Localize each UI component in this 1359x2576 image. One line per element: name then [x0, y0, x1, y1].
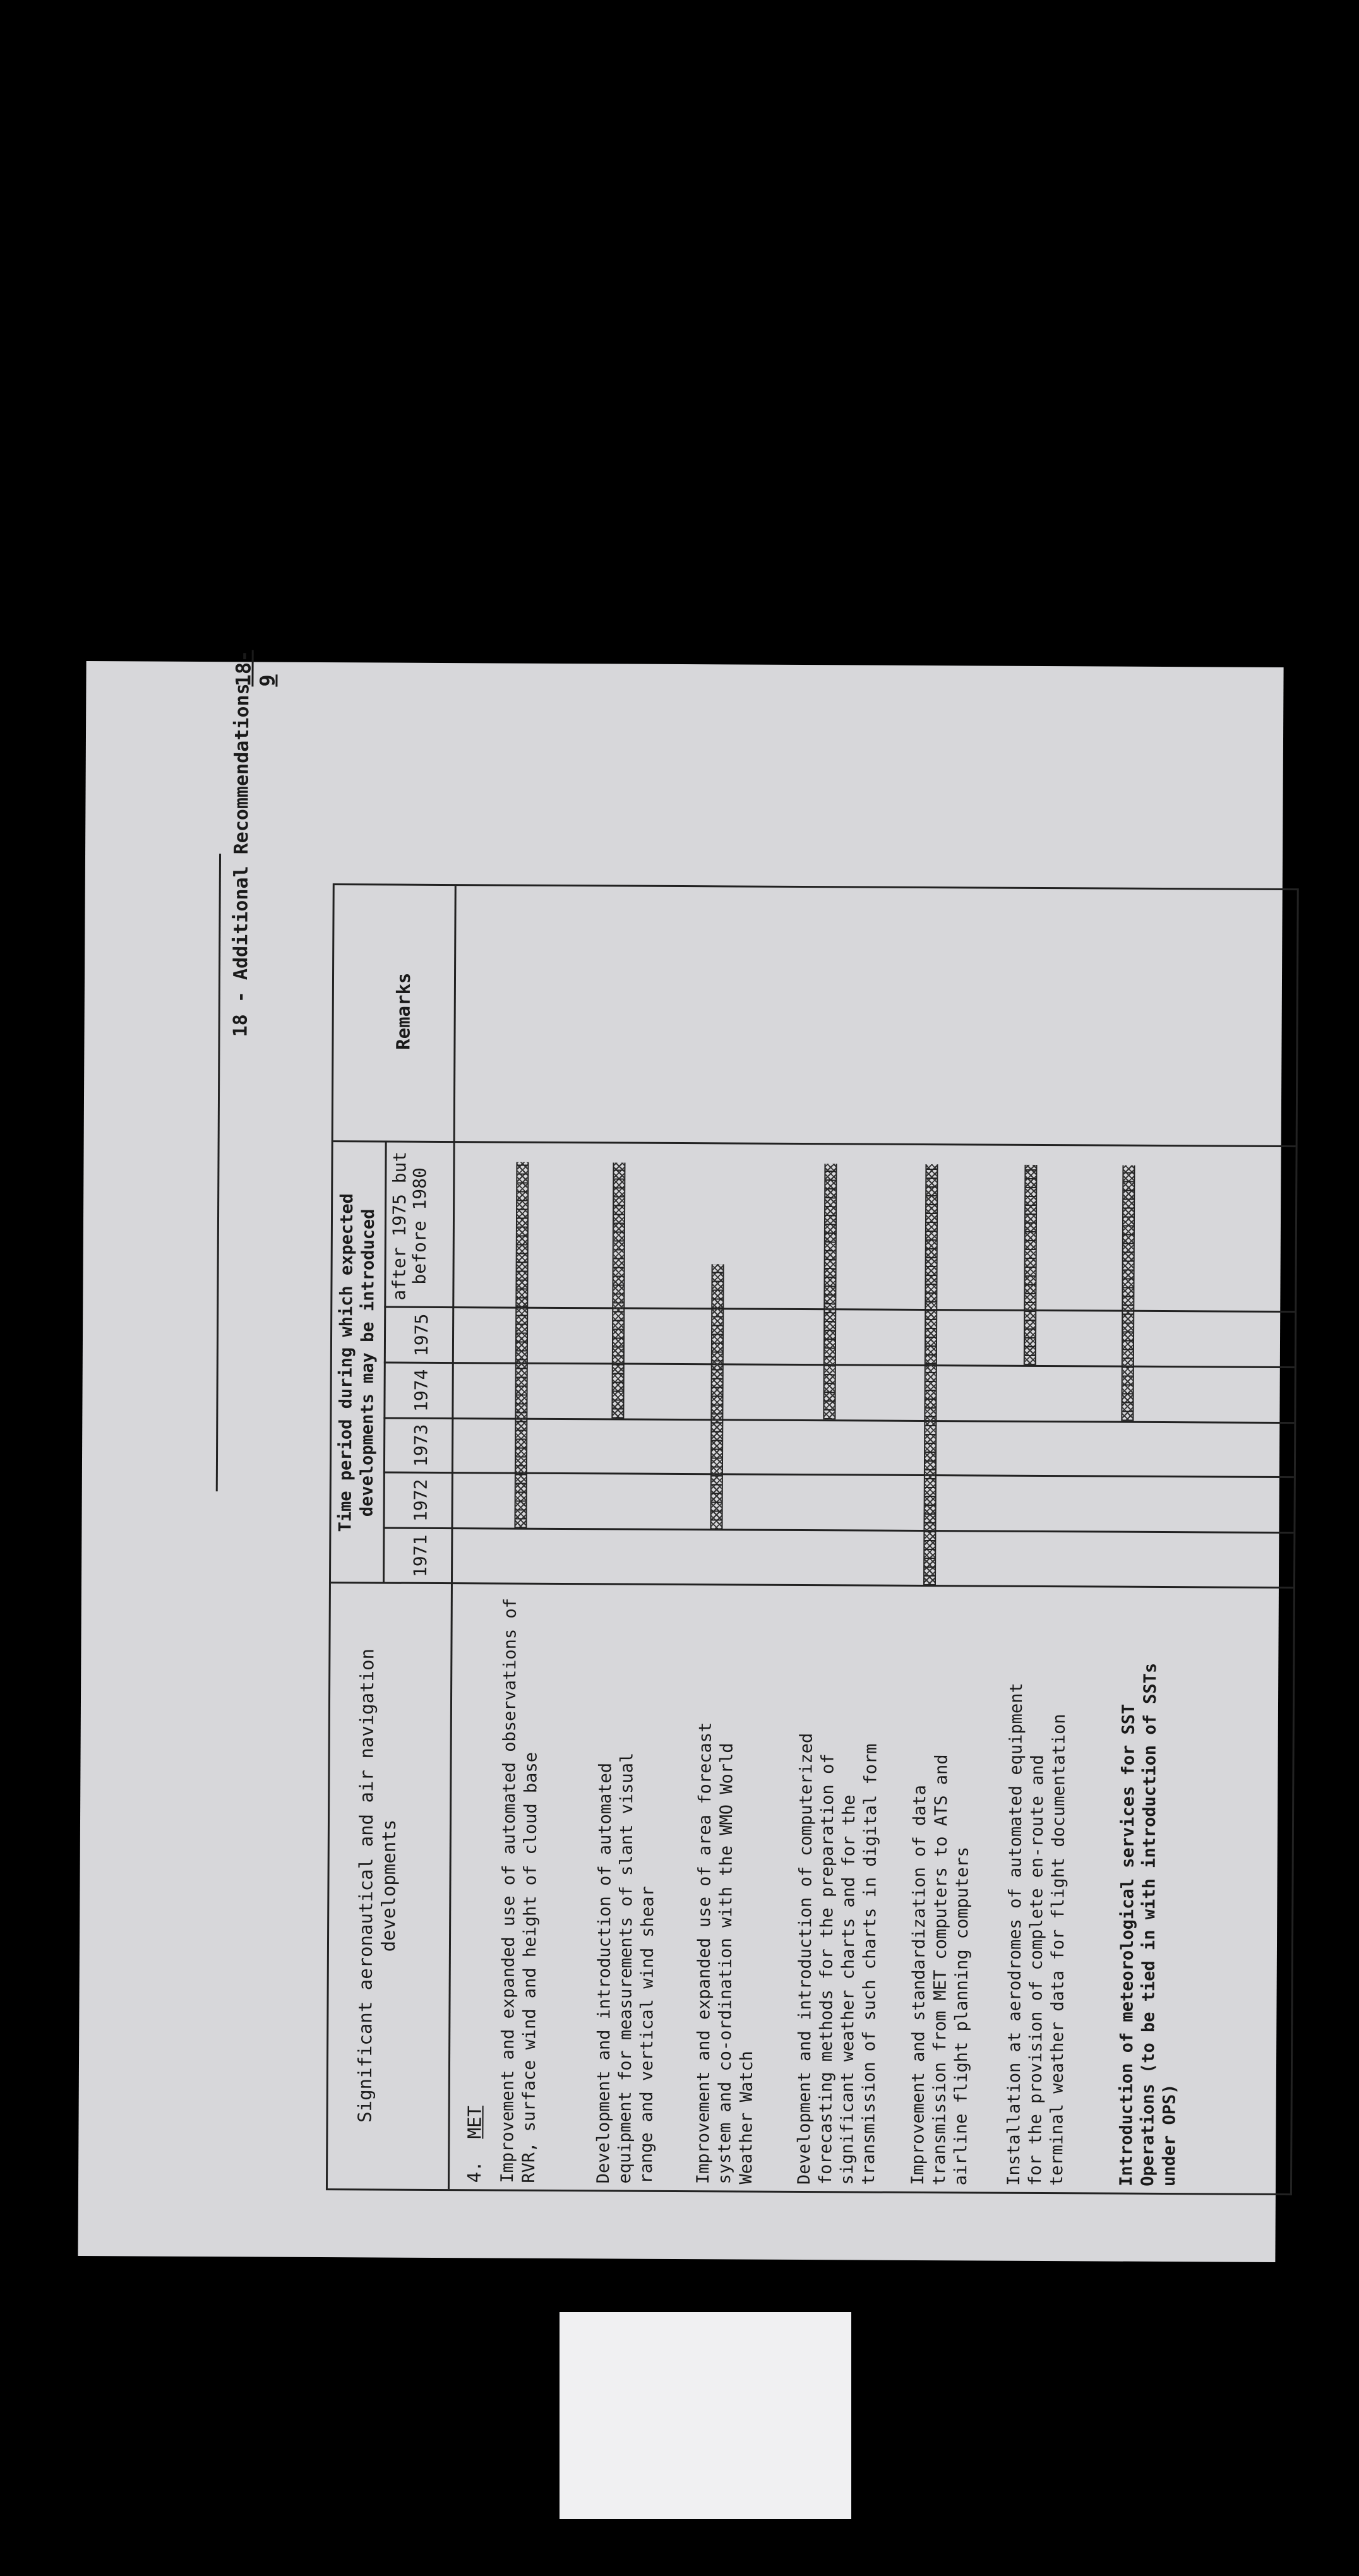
- year-1974: 1974: [410, 1369, 432, 1412]
- rotated-page-content: [79, 650, 1281, 2261]
- year-1972: 1972: [410, 1479, 431, 1522]
- scanned-page: [78, 650, 1283, 2262]
- section-number: 4.: [464, 2161, 486, 2183]
- year-1971: 1971: [410, 1534, 431, 1578]
- calibration-card: [560, 2312, 851, 2519]
- year-1975: 1975: [410, 1313, 433, 1357]
- row-6-text: Installation at aerodromes of automated equipment for the provision of complete en-route and terminal weather data for flight documentation: [1004, 1683, 1069, 2186]
- header-title: 18 - Additional Recommendations: [229, 683, 254, 1037]
- section-heading: [464, 2106, 486, 2183]
- row-4-text: Development and introduction of computerized forecasting methods for the preparation of significant weather charts and for the transmission of such charts in digital form: [794, 1732, 881, 2185]
- header-rule: [216, 854, 221, 1491]
- row-3-text: Improvement and expanded use of area forecast system and co-ordination with the WMO World Weather Watch: [693, 1722, 757, 2185]
- row-6-period-bar: [1024, 1165, 1038, 1365]
- remarks-column-header: Remarks: [392, 972, 415, 1050]
- year-1973: 1973: [410, 1424, 432, 1467]
- period-column-header: Time period during which expected developments may be introduced: [335, 1193, 379, 1532]
- col-divider: [333, 1140, 1296, 1147]
- recommendations-table: [326, 883, 1299, 2195]
- row-2-text: Development and introduction of automated equipment for measurements of slant visual range and vertical wind shear: [594, 1752, 658, 2184]
- developments-column-header: Significant aeronautical and air navigation developments: [354, 1648, 400, 2123]
- year-after-1975: after 1975 but before 1980: [388, 1151, 431, 1301]
- row-5-text: Improvement and standardization of data transmission from MET computers to ATS and airline flight planning computers: [908, 1754, 973, 2186]
- col-divider: [331, 1582, 1293, 1589]
- row-5-period-bar: [923, 1164, 938, 1585]
- row-4-period-bar: [823, 1164, 837, 1419]
- row-2-period-bar: [611, 1162, 625, 1418]
- row-1-text: Improvement and expanded use of automated observations of RVR, surface wind and height of cloud base: [498, 1597, 541, 2183]
- row-7-text: Introduction of meteorological services for SST Operations (to be tied in with introduction of SSTs under OPS): [1117, 1662, 1180, 2187]
- page-number: 18-9: [231, 650, 280, 687]
- row-7-period-bar: [1121, 1166, 1135, 1421]
- row-1-period-bar: [514, 1162, 529, 1529]
- section-title: MET: [464, 2105, 486, 2139]
- header-divider: [448, 886, 457, 2189]
- row-3-period-bar: [710, 1264, 724, 1529]
